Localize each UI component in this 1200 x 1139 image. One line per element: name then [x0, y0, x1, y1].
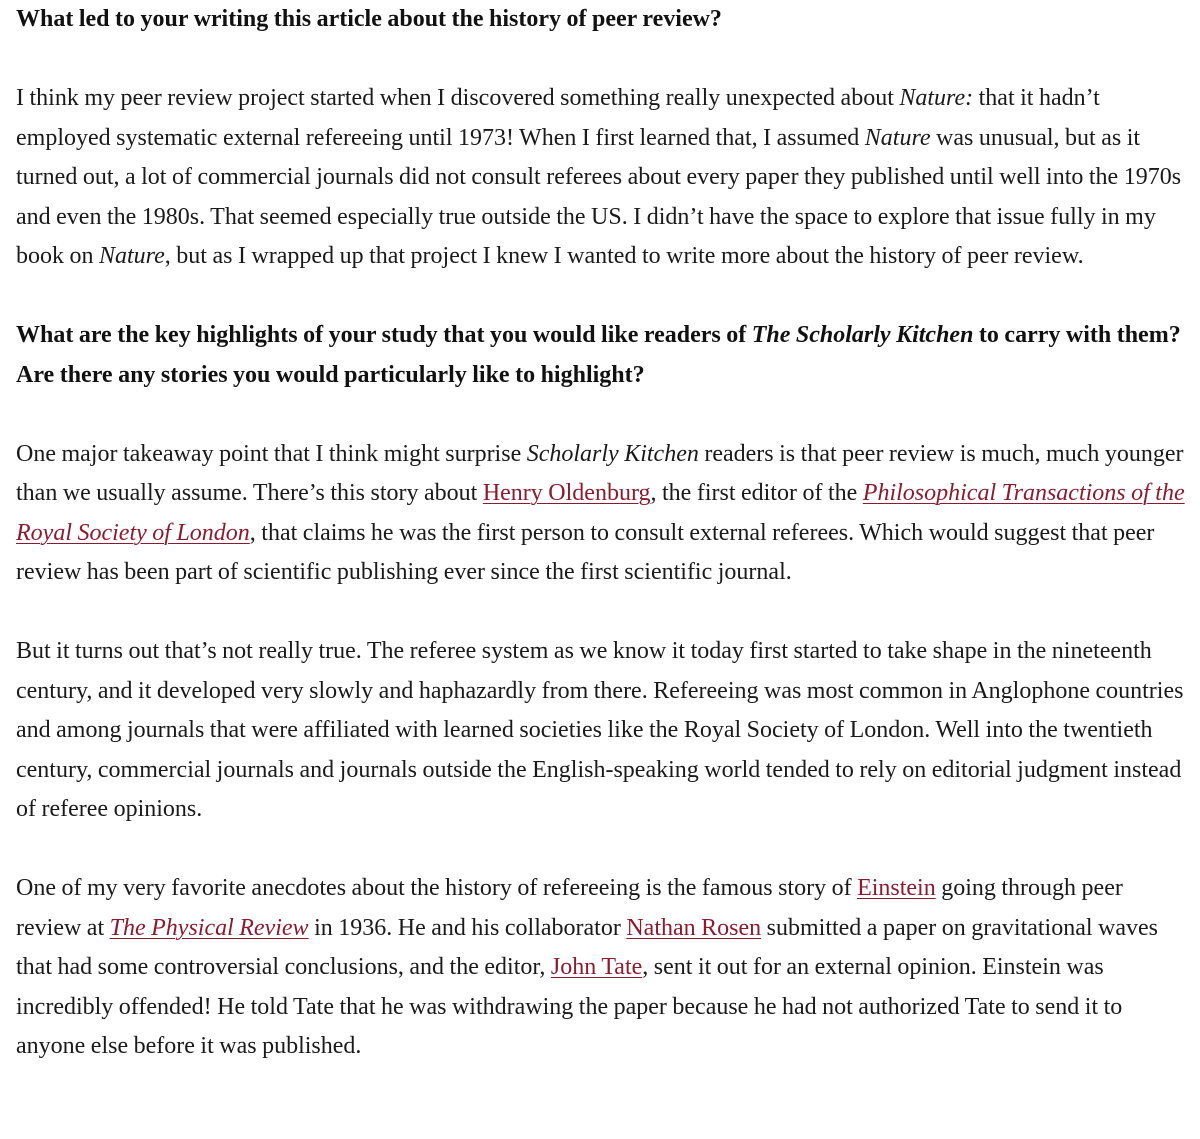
- question-heading-2: [16, 316, 1192, 395]
- nathan-rosen-link[interactable]: Nathan Rosen: [626, 914, 762, 941]
- answer-2-text-4: , that claims he was the first person to consult external referees. Which would suggest that peer review has been part of scientific publishing ever since the first scientific journal.: [16, 519, 1155, 585]
- answer-4-text-1: One of my very favorite anecdotes about the history of refereeing is the famous story of: [16, 875, 858, 901]
- answer-paragraph-2: [16, 435, 1192, 593]
- henry-oldenburg-link[interactable]: Henry Oldenburg: [482, 480, 651, 506]
- answer-paragraph-4: [16, 869, 1192, 1067]
- answer-4-text-3: in 1936. He and his collaborator: [308, 914, 627, 941]
- question-1-text: What led to your writing this article about the history of peer review?: [16, 6, 722, 32]
- answer-4-text-2: going through peer review at: [16, 875, 1123, 941]
- einstein-link[interactable]: Einstein: [857, 875, 936, 901]
- answer-2-text-2: readers is that peer review is much, much younger than we usually assume. There’s this story about: [16, 440, 1184, 506]
- physical-review-link[interactable]: The Physical Review: [109, 914, 309, 941]
- answer-1-text-1: I think my peer review project started when I discovered something really unexpected about: [16, 85, 900, 111]
- answer-2-text-3: , the first editor of the: [650, 480, 863, 506]
- answer-1-text-3: was unusual, but as it turned out, a lot of commercial journals did not consult referees about every paper they published until well into the 1970s and even the 1980s. That seemed especially true outside the US. I didn’t have the space to explore that issue fully in my book on: [16, 124, 1182, 269]
- nature-title-1: Nature:: [899, 85, 974, 111]
- answer-2-text-1: One major takeaway point that I think might surprise: [16, 440, 527, 467]
- answer-3-text: But it turns out that’s not really true. The referee system as we know it today first started to take shape in the nineteenth century, and it developed very slowly and haphazardly from there. Refereeing was most common in Anglophone countries and among journals that were affiliated with learned societies like the Royal Society of London. Well into the twentieth century, commercial journals and journals outside the English-speaking world tended to rely on editorial judgment instead of referee opinions.: [16, 638, 1184, 822]
- question-heading-1: [16, 0, 1192, 40]
- nature-title-3: Nature: [99, 243, 165, 269]
- scholarly-kitchen-name: Scholarly Kitchen: [526, 440, 699, 467]
- answer-paragraph-1: [16, 79, 1192, 277]
- answer-1-text-2: that it hadn’t employed systematic external refereeing until 1973! When I first learned that, I assumed: [16, 85, 1100, 151]
- article-body: [16, 0, 1192, 1106]
- nature-title-2: Nature: [864, 124, 931, 151]
- answer-4-text-5: , sent it out for an external opinion. Einstein was incredibly offended! He told Tate that he was withdrawing the paper because he had not authorized Tate to send it to anyone else before it was published.: [16, 954, 1123, 1059]
- philosophical-transactions-link[interactable]: Philosophical Transactions of the Royal Society of London: [16, 480, 1185, 546]
- john-tate-link[interactable]: John Tate: [550, 954, 643, 980]
- scholarly-kitchen-title: The Scholarly Kitchen: [751, 322, 974, 348]
- question-2-text-2: to carry with them? Are there any stories you would particularly like to highlight?: [16, 322, 1181, 388]
- answer-4-text-4: submitted a paper on gravitational waves that had some controversial conclusions, and the editor,: [16, 914, 1159, 980]
- answer-1-text-4: , but as I wrapped up that project I knew I wanted to write more about the history of peer review.: [164, 243, 1084, 269]
- answer-paragraph-3: [16, 632, 1192, 830]
- question-2-text-1: What are the key highlights of your study that you would like readers of: [16, 322, 752, 348]
